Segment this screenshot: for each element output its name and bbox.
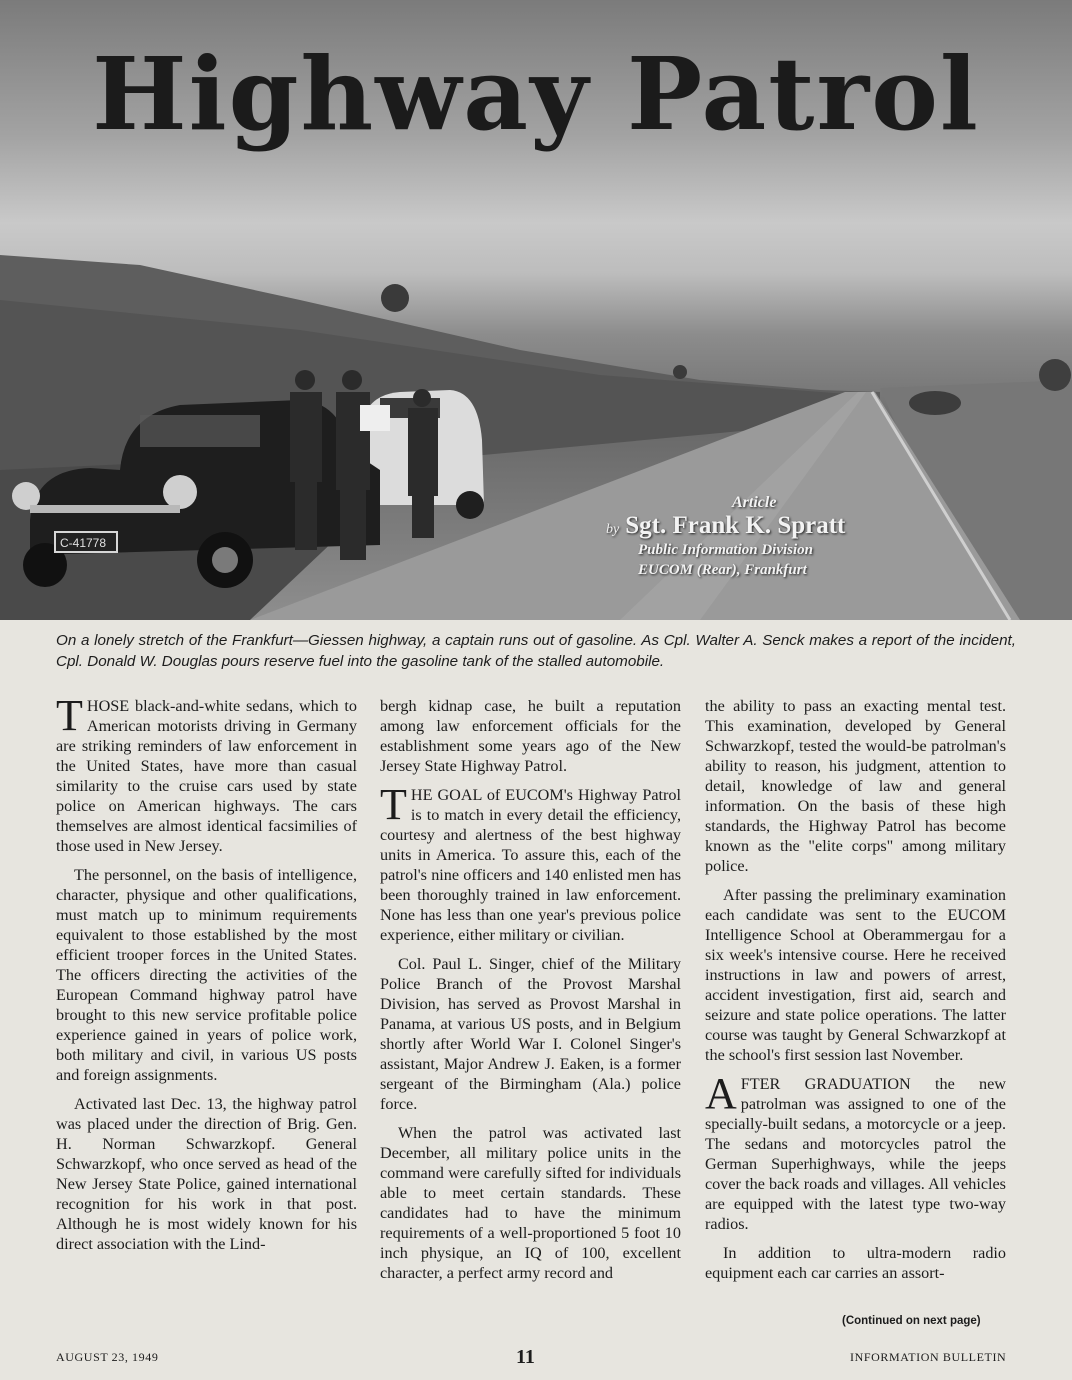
- column-3: [705, 696, 1006, 1292]
- byline-label: Article: [732, 494, 777, 511]
- byline-author: Sgt. Frank K. Spratt: [625, 512, 846, 539]
- byline-office: EUCOM (Rear), Frankfurt: [638, 562, 807, 578]
- header-photo: [0, 0, 1072, 620]
- byline: [606, 494, 845, 580]
- footer-publication: INFORMATION BULLETIN: [850, 1350, 1007, 1364]
- byline-by: by: [606, 522, 620, 537]
- column-1: [56, 691, 357, 1263]
- paragraph: The personnel, on the basis of intelligence, character, physique and other qualifications, must match up to minimum requirements equivalent to those established by the most efficient trooper forces in the United States. The officers directing the activities of the European Command highway patrol have brought to this new service profitable police experience gained in years of police work, both military and civil, in various US posts and foreign assignments.: [56, 866, 357, 1084]
- article-title: Highway Patrol: [92, 35, 980, 153]
- byline-division: Public Information Division: [638, 542, 814, 558]
- paragraph: [705, 1069, 1006, 1234]
- page-number: 11: [516, 1346, 535, 1368]
- photo-caption: On a lonely stretch of the Frankfurt—Giessen highway, a captain runs out of gasoline. As Cpl. Walter A. Senck makes a report of the incident, Cpl. Donald W. Douglas pours reserve fuel into the gasoline tank of the stalled automobile.: [56, 632, 1016, 670]
- column-2: [380, 696, 681, 1292]
- paragraph: the ability to pass an exacting mental test. This examination, developed by General Schwarzkopf, tested the would-be patrolman's ability to reason, his judgment, attention to detail, knowledge of law and general information. On the basis of these high standards, the Highway Patrol has become known as the "elite corps" among military police.: [705, 697, 1006, 875]
- paragraph-text: HE GOAL of EUCOM's Highway Patrol is to match in every detail the efficiency, courtesy and alertness of the best highway units in America. To assure this, each of the patrol's nine officers and 140 enlisted men has been thoroughly trained in law enforcement. None has less than one year's previous police experience, either military or civilian.: [380, 786, 681, 944]
- paragraph: Col. Paul L. Singer, chief of the Military Police Branch of the Provost Marshal Division, has served as Provost Marshal in Panama, at various US posts, and in Belgium shortly after World War I. Colonel Singer's assistant, Major Andrew J. Eaken, is a former sergeant of the Birmingham (Ala.) police force.: [380, 955, 681, 1113]
- paragraph: [56, 691, 357, 856]
- drop-cap: A: [705, 1069, 737, 1118]
- paragraph-text: FTER GRADUATION the new patrolman was assigned to one of the specially-built sedans, a motorcycle or a jeep. The sedans and motorcycles patrol the German Superhighways, while the jeeps cover the back roads and villages. All vehicles are equipped with the latest type two-way radios.: [705, 1075, 1006, 1233]
- paragraph: [380, 780, 681, 945]
- drop-cap: T: [380, 780, 407, 829]
- license-plate: C-41778: [60, 536, 107, 550]
- paragraph: After passing the preliminary examination each candidate was sent to the EUCOM Intelligence School at Oberammergau for a six week's intensive course. Here he received instructions in law and powers of arrest, accident investigation, first aid, search and seizure and state police operations. The latter course was taught by General Schwarzkopf at the school's first session last November.: [705, 886, 1006, 1064]
- footer-date: AUGUST 23, 1949: [56, 1350, 159, 1364]
- paragraph: When the patrol was activated last December, all military police units in the command were carefully sifted for individuals able to meet certain standards. These candidates had to have the minimum requirements of a well-proportioned 5 foot 10 inch physique, an IQ of 100, excellent character, a perfect army record and: [380, 1124, 681, 1282]
- paragraph: In addition to ultra-modern radio equipment each car carries an assort-: [705, 1244, 1006, 1282]
- drop-cap: T: [56, 691, 83, 740]
- paragraph: Activated last Dec. 13, the highway patrol was placed under the direction of Brig. Gen. H. Norman Schwarzkopf. General Schwarzkopf, who once served as head of the New Jersey State Police, gained international recognition for his work in that post. Although he is most widely known for his direct association with the Lind-: [56, 1095, 357, 1253]
- paragraph-text: HOSE black-and-white sedans, which to American motorists driving in Germany are striking reminders of law enforcement in the United States, have more than casual similarity to the cruise cars used by state police on American highways. The cars themselves are almost identical facsimilies of those used in New Jersey.: [56, 697, 357, 855]
- paragraph: bergh kidnap case, he built a reputation among law enforcement officials for the establishment some years ago of the New Jersey State Highway Patrol.: [380, 697, 681, 775]
- continued-note: (Continued on next page): [842, 1315, 981, 1327]
